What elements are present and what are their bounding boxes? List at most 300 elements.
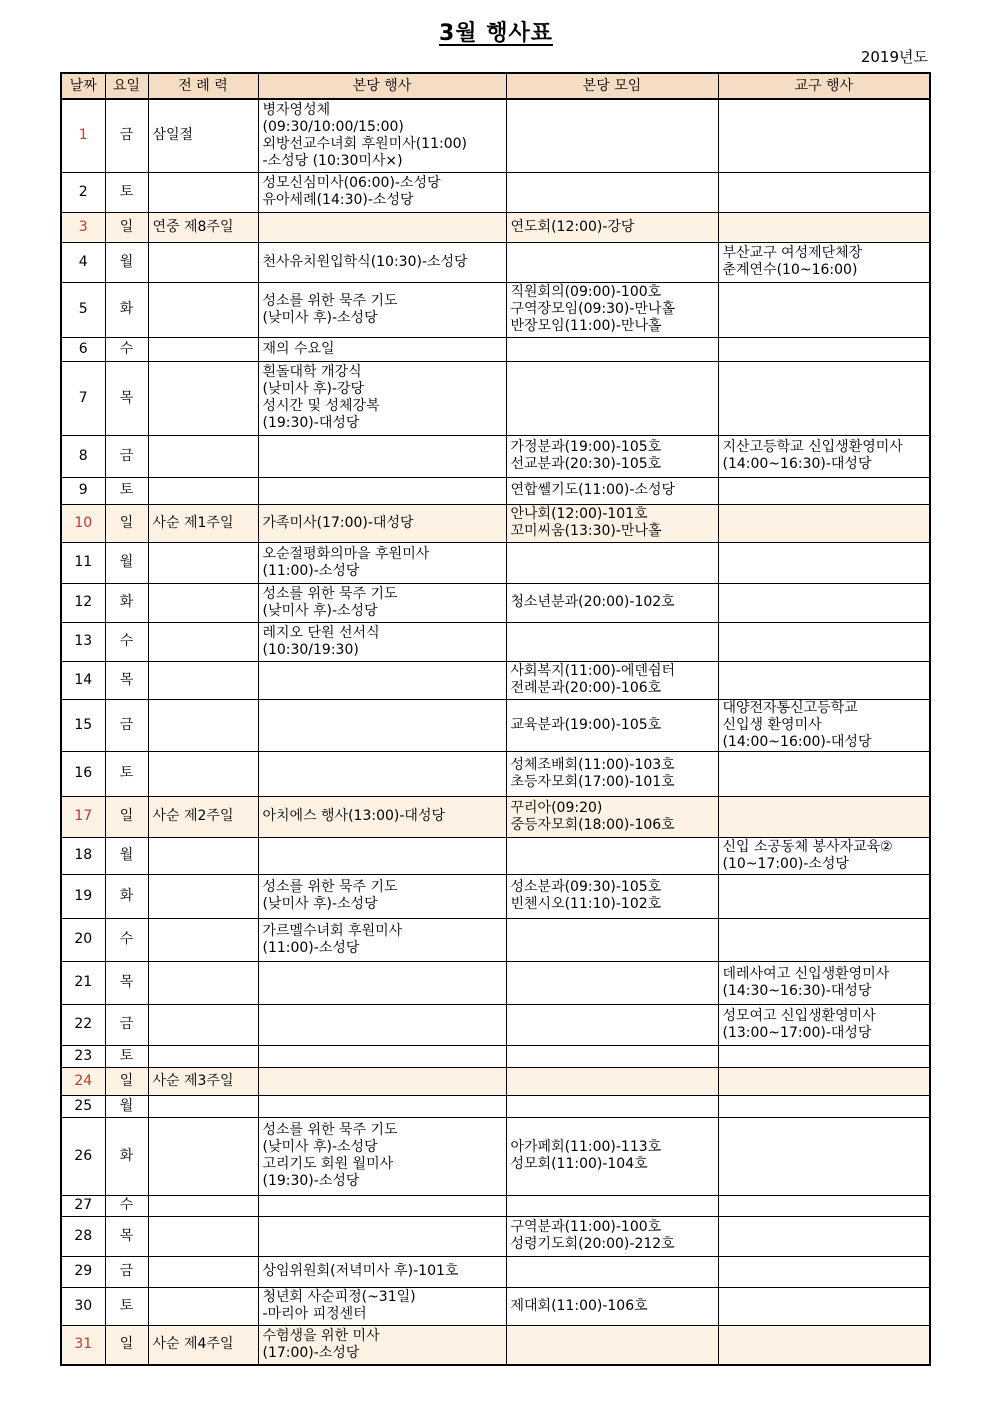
header-parish-meetings: 본당 모임 bbox=[506, 73, 718, 99]
weekday-cell: 월 bbox=[105, 837, 148, 874]
event-line: (09:30/10:00/15:00) bbox=[262, 118, 404, 135]
table-row bbox=[61, 542, 930, 583]
diocese-events-cell bbox=[718, 583, 930, 622]
date-cell: 22 bbox=[61, 1004, 105, 1045]
weekday-cell: 토 bbox=[105, 1287, 148, 1325]
parish-meetings-cell bbox=[506, 1325, 718, 1365]
table-row bbox=[61, 751, 930, 796]
liturgy-cell bbox=[148, 477, 258, 504]
parish-meetings-cell bbox=[506, 1195, 718, 1216]
table-row bbox=[61, 1095, 930, 1117]
parish-meetings-cell bbox=[506, 622, 718, 661]
weekday-cell: 금 bbox=[105, 99, 148, 172]
parish-meetings-cell bbox=[506, 435, 718, 477]
liturgy-cell bbox=[148, 1287, 258, 1325]
event-line: -소성당 (10:30미사×) bbox=[262, 152, 403, 169]
date-cell: 30 bbox=[61, 1287, 105, 1325]
diocese-events-cell bbox=[718, 1117, 930, 1195]
diocese-events-cell bbox=[718, 361, 930, 435]
parish-meetings-cell bbox=[506, 1287, 718, 1325]
weekday-cell: 수 bbox=[105, 1195, 148, 1216]
header-diocese-events: 교구 행사 bbox=[718, 73, 930, 99]
diocese-events-cell bbox=[718, 282, 930, 337]
liturgy-cell bbox=[148, 242, 258, 282]
date-cell: 2 bbox=[61, 172, 105, 212]
parish-events-cell bbox=[258, 477, 506, 504]
diocese-events-cell bbox=[718, 1045, 930, 1067]
parish-events-cell bbox=[258, 583, 506, 622]
parish-meetings-cell bbox=[506, 542, 718, 583]
parish-meetings-cell bbox=[506, 242, 718, 282]
parish-events-cell bbox=[258, 361, 506, 435]
date-cell: 16 bbox=[61, 751, 105, 796]
diocese-events-cell bbox=[718, 1287, 930, 1325]
parish-events-cell bbox=[258, 242, 506, 282]
event-line: 안나회(12:00)-101호 bbox=[510, 506, 648, 522]
parish-events-cell bbox=[258, 282, 506, 337]
liturgy-cell bbox=[148, 1095, 258, 1117]
date-cell: 24 bbox=[61, 1067, 105, 1095]
event-line: 빈첸시오(11:10)-102호 bbox=[510, 896, 662, 912]
parish-events-cell bbox=[258, 661, 506, 699]
date-cell: 1 bbox=[61, 99, 105, 172]
diocese-events-cell bbox=[718, 99, 930, 172]
event-line: 제대회(11:00)-106호 bbox=[510, 1297, 648, 1314]
liturgy-cell bbox=[148, 435, 258, 477]
table-row bbox=[61, 1117, 930, 1195]
parish-events-cell bbox=[258, 1256, 506, 1287]
event-line: (10:30/19:30) bbox=[262, 641, 359, 658]
parish-meetings-cell bbox=[506, 751, 718, 796]
table-row bbox=[61, 1067, 930, 1095]
event-line: (14:00~16:00)-대성당 bbox=[722, 733, 872, 750]
event-line: 외방선교수녀회 후원미사(11:00) bbox=[262, 135, 467, 152]
event-line: 연도회(12:00)-강당 bbox=[510, 218, 635, 235]
table-row bbox=[61, 504, 930, 542]
date-cell: 3 bbox=[61, 212, 105, 242]
date-cell: 26 bbox=[61, 1117, 105, 1195]
parish-meetings-cell bbox=[506, 1067, 718, 1095]
liturgy-cell bbox=[148, 661, 258, 699]
diocese-events-cell bbox=[718, 542, 930, 583]
event-line: (11:00)-소성당 bbox=[262, 562, 360, 579]
table-header-row bbox=[61, 73, 930, 99]
weekday-cell: 토 bbox=[105, 172, 148, 212]
date-cell: 19 bbox=[61, 874, 105, 918]
liturgy-cell bbox=[148, 874, 258, 918]
event-line: 청소년분과(20:00)-102호 bbox=[510, 594, 675, 610]
event-line: (10~17:00)-소성당 bbox=[722, 855, 849, 872]
diocese-events-cell bbox=[718, 477, 930, 504]
event-line: (13:00~17:00)-대성당 bbox=[722, 1024, 872, 1041]
liturgy-cell bbox=[148, 1256, 258, 1287]
date-cell: 4 bbox=[61, 242, 105, 282]
diocese-events-cell bbox=[718, 337, 930, 361]
table-row bbox=[61, 172, 930, 212]
event-line: 대양전자통신고등학교 bbox=[722, 699, 858, 716]
event-line: 성모여고 신입생환영미사 bbox=[722, 1007, 876, 1024]
liturgy-cell: 삼일절 bbox=[148, 99, 258, 172]
parish-meetings-cell bbox=[506, 477, 718, 504]
parish-meetings-cell bbox=[506, 504, 718, 542]
parish-meetings-cell bbox=[506, 1095, 718, 1117]
event-line: 성소를 위한 묵주 기도 bbox=[262, 1122, 398, 1138]
parish-meetings-cell bbox=[506, 918, 718, 961]
parish-meetings-cell bbox=[506, 1045, 718, 1067]
event-line: 초등자모회(17:00)-101호 bbox=[510, 773, 675, 790]
liturgy-cell: 사순 제1주일 bbox=[148, 504, 258, 542]
diocese-events-cell bbox=[718, 661, 930, 699]
diocese-events-cell bbox=[718, 172, 930, 212]
liturgy-cell bbox=[148, 751, 258, 796]
liturgy-cell bbox=[148, 1004, 258, 1045]
date-cell: 11 bbox=[61, 542, 105, 583]
parish-meetings-cell bbox=[506, 961, 718, 1004]
event-line: 성령기도회(20:00)-212호 bbox=[510, 1236, 675, 1252]
parish-meetings-cell bbox=[506, 282, 718, 337]
event-line: 선교분과(20:30)-105호 bbox=[510, 456, 662, 472]
parish-meetings-cell bbox=[506, 661, 718, 699]
event-line: (낮미사 후)-소성당 bbox=[262, 1139, 378, 1155]
table-row bbox=[61, 99, 930, 172]
weekday-cell: 수 bbox=[105, 337, 148, 361]
diocese-events-cell bbox=[718, 751, 930, 796]
weekday-cell: 일 bbox=[105, 796, 148, 837]
header-date: 날짜 bbox=[61, 73, 105, 99]
event-line: 아가페회(11:00)-113호 bbox=[510, 1139, 662, 1155]
event-line: 중등자모회(18:00)-106호 bbox=[510, 816, 675, 833]
diocese-events-cell bbox=[718, 837, 930, 874]
liturgy-cell bbox=[148, 1045, 258, 1067]
diocese-events-cell bbox=[718, 918, 930, 961]
event-line: 신입 소공동체 봉사자교육② bbox=[722, 838, 893, 855]
event-line: 가정분과(19:00)-105호 bbox=[510, 439, 662, 455]
weekday-cell: 토 bbox=[105, 751, 148, 796]
table-row bbox=[61, 1004, 930, 1045]
date-cell: 13 bbox=[61, 622, 105, 661]
event-line: 성소를 위한 묵주 기도 bbox=[262, 585, 398, 602]
event-line: 지산고등학교 신입생환영미사 bbox=[722, 439, 903, 455]
event-line: 부산교구 여성제단체장 bbox=[722, 245, 863, 261]
liturgy-cell bbox=[148, 622, 258, 661]
event-line: 신입생 환영미사 bbox=[722, 716, 822, 733]
weekday-cell: 토 bbox=[105, 477, 148, 504]
date-cell: 14 bbox=[61, 661, 105, 699]
liturgy-cell bbox=[148, 337, 258, 361]
diocese-events-cell bbox=[718, 1216, 930, 1256]
event-line: 천사유치원입학식(10:30)-소성당 bbox=[262, 253, 468, 270]
event-line: -마리아 피정센터 bbox=[262, 1306, 367, 1322]
weekday-cell: 수 bbox=[105, 918, 148, 961]
weekday-cell: 목 bbox=[105, 1216, 148, 1256]
table-row bbox=[61, 1216, 930, 1256]
date-cell: 12 bbox=[61, 583, 105, 622]
parish-events-cell bbox=[258, 1004, 506, 1045]
event-line: 사회복지(11:00)-에덴쉼터 bbox=[510, 663, 676, 679]
weekday-cell: 화 bbox=[105, 874, 148, 918]
liturgy-cell bbox=[148, 282, 258, 337]
liturgy-cell bbox=[148, 961, 258, 1004]
date-cell: 9 bbox=[61, 477, 105, 504]
parish-meetings-cell bbox=[506, 796, 718, 837]
date-cell: 6 bbox=[61, 337, 105, 361]
parish-events-cell bbox=[258, 1117, 506, 1195]
diocese-events-cell bbox=[718, 1067, 930, 1095]
liturgy-cell: 사순 제4주일 bbox=[148, 1325, 258, 1365]
event-line: 꾸리아(09:20) bbox=[510, 799, 603, 816]
weekday-cell: 금 bbox=[105, 1004, 148, 1045]
parish-meetings-cell bbox=[506, 699, 718, 751]
event-line: (낮미사 후)-소성당 bbox=[262, 309, 378, 326]
parish-events-cell bbox=[258, 1045, 506, 1067]
weekday-cell: 금 bbox=[105, 435, 148, 477]
header-parish-events: 본당 행사 bbox=[258, 73, 506, 99]
liturgy-cell bbox=[148, 837, 258, 874]
parish-events-cell bbox=[258, 1095, 506, 1117]
diocese-events-cell bbox=[718, 435, 930, 477]
liturgy-cell bbox=[148, 172, 258, 212]
event-line: 아치에스 행사(13:00)-대성당 bbox=[262, 808, 445, 824]
header-liturgy: 전 례 력 bbox=[148, 73, 258, 99]
parish-events-cell bbox=[258, 837, 506, 874]
liturgy-cell bbox=[148, 918, 258, 961]
parish-meetings-cell bbox=[506, 337, 718, 361]
liturgy-cell: 연중 제8주일 bbox=[148, 212, 258, 242]
parish-events-cell bbox=[258, 435, 506, 477]
event-line: 데레사여고 신입생환영미사 bbox=[722, 965, 890, 982]
weekday-cell: 일 bbox=[105, 212, 148, 242]
event-schedule-table bbox=[60, 72, 931, 1366]
diocese-events-cell bbox=[718, 874, 930, 918]
event-line: 교육분과(19:00)-105호 bbox=[510, 716, 662, 733]
weekday-cell: 금 bbox=[105, 699, 148, 751]
table-row bbox=[61, 961, 930, 1004]
event-line: 성시간 및 성체강복 bbox=[262, 398, 380, 414]
weekday-cell: 금 bbox=[105, 1256, 148, 1287]
year-label: 2019년도 bbox=[860, 48, 928, 66]
event-line: (11:00)-소성당 bbox=[262, 939, 360, 956]
table-row bbox=[61, 242, 930, 282]
liturgy-cell bbox=[148, 1117, 258, 1195]
parish-events-cell bbox=[258, 542, 506, 583]
weekday-cell: 화 bbox=[105, 282, 148, 337]
table-body bbox=[61, 99, 930, 1365]
event-line: 직원회의(09:00)-100호 bbox=[510, 284, 662, 300]
event-line: 구역장모임(09:30)-만나홀 bbox=[510, 301, 676, 317]
event-line: 반장모임(11:00)-만나홀 bbox=[510, 318, 662, 334]
event-line: 전례분과(20:00)-106호 bbox=[510, 680, 662, 696]
event-line: (19:30)-소성당 bbox=[262, 1173, 360, 1189]
table-row bbox=[61, 661, 930, 699]
event-line: (낮미사 후)-소성당 bbox=[262, 896, 378, 912]
table-row bbox=[61, 212, 930, 242]
table-row bbox=[61, 361, 930, 435]
parish-meetings-cell bbox=[506, 583, 718, 622]
event-line: 오순절평화의마을 후원미사 bbox=[262, 545, 430, 562]
event-line: (낮미사 후)-강당 bbox=[262, 381, 365, 397]
liturgy-cell bbox=[148, 1195, 258, 1216]
parish-meetings-cell bbox=[506, 1004, 718, 1045]
page-title-text: 3월 행사표 bbox=[439, 21, 553, 46]
weekday-cell: 일 bbox=[105, 1067, 148, 1095]
table-row bbox=[61, 918, 930, 961]
diocese-events-cell bbox=[718, 504, 930, 542]
liturgy-cell: 사순 제2주일 bbox=[148, 796, 258, 837]
table-row bbox=[61, 1287, 930, 1325]
date-cell: 27 bbox=[61, 1195, 105, 1216]
diocese-events-cell bbox=[718, 622, 930, 661]
parish-meetings-cell bbox=[506, 1117, 718, 1195]
date-cell: 8 bbox=[61, 435, 105, 477]
date-cell: 18 bbox=[61, 837, 105, 874]
weekday-cell: 목 bbox=[105, 661, 148, 699]
liturgy-cell bbox=[148, 542, 258, 583]
table-row bbox=[61, 583, 930, 622]
weekday-cell: 일 bbox=[105, 1325, 148, 1365]
diocese-events-cell bbox=[718, 1256, 930, 1287]
weekday-cell: 수 bbox=[105, 622, 148, 661]
liturgy-cell bbox=[148, 699, 258, 751]
event-line: 병자영성체 bbox=[262, 101, 331, 118]
parish-events-cell bbox=[258, 212, 506, 242]
date-cell: 17 bbox=[61, 796, 105, 837]
date-cell: 7 bbox=[61, 361, 105, 435]
parish-meetings-cell bbox=[506, 1216, 718, 1256]
date-cell: 23 bbox=[61, 1045, 105, 1067]
event-line: 가족미사(17:00)-대성당 bbox=[262, 514, 414, 531]
event-line: (14:00~16:30)-대성당 bbox=[722, 456, 872, 472]
event-line: 재의 수요일 bbox=[262, 340, 335, 357]
date-cell: 29 bbox=[61, 1256, 105, 1287]
table-row bbox=[61, 796, 930, 837]
diocese-events-cell bbox=[718, 796, 930, 837]
table-row bbox=[61, 282, 930, 337]
date-cell: 25 bbox=[61, 1095, 105, 1117]
parish-meetings-cell bbox=[506, 172, 718, 212]
diocese-events-cell bbox=[718, 1095, 930, 1117]
table-row bbox=[61, 1256, 930, 1287]
parish-events-cell bbox=[258, 874, 506, 918]
date-cell: 21 bbox=[61, 961, 105, 1004]
event-line: (14:30~16:30)-대성당 bbox=[722, 982, 872, 999]
table-row bbox=[61, 837, 930, 874]
table-row bbox=[61, 435, 930, 477]
diocese-events-cell bbox=[718, 961, 930, 1004]
parish-meetings-cell bbox=[506, 1256, 718, 1287]
table-row bbox=[61, 1045, 930, 1067]
diocese-events-cell bbox=[718, 242, 930, 282]
liturgy-cell: 사순 제3주일 bbox=[148, 1067, 258, 1095]
table-row bbox=[61, 477, 930, 504]
parish-events-cell bbox=[258, 172, 506, 212]
parish-events-cell bbox=[258, 1195, 506, 1216]
parish-meetings-cell bbox=[506, 99, 718, 172]
parish-events-cell bbox=[258, 961, 506, 1004]
event-line: 성소를 위한 묵주 기도 bbox=[262, 879, 398, 895]
diocese-events-cell bbox=[718, 1004, 930, 1045]
event-line: 구역분과(11:00)-100호 bbox=[510, 1219, 662, 1235]
table-row bbox=[61, 622, 930, 661]
weekday-cell: 월 bbox=[105, 242, 148, 282]
event-line: 성소분과(09:30)-105호 bbox=[510, 879, 662, 895]
parish-events-cell bbox=[258, 99, 506, 172]
parish-events-cell bbox=[258, 1287, 506, 1325]
parish-events-cell bbox=[258, 751, 506, 796]
event-line: 흰돌대학 개강식 bbox=[262, 364, 362, 380]
event-line: 성체조배회(11:00)-103호 bbox=[510, 756, 675, 773]
weekday-cell: 월 bbox=[105, 1095, 148, 1117]
event-line: 연합쎌기도(11:00)-소성당 bbox=[510, 482, 676, 498]
event-line: 성모신심미사(06:00)-소성당 bbox=[262, 175, 441, 191]
event-line: 성소를 위한 묵주 기도 bbox=[262, 292, 398, 309]
liturgy-cell bbox=[148, 583, 258, 622]
parish-events-cell bbox=[258, 918, 506, 961]
date-cell: 20 bbox=[61, 918, 105, 961]
parish-meetings-cell bbox=[506, 212, 718, 242]
event-line: (19:30)-대성당 bbox=[262, 415, 360, 431]
table-row bbox=[61, 1195, 930, 1216]
parish-events-cell bbox=[258, 622, 506, 661]
diocese-events-cell bbox=[718, 1325, 930, 1365]
liturgy-cell bbox=[148, 361, 258, 435]
parish-events-cell bbox=[258, 1325, 506, 1365]
event-line: 청년회 사순피정(~31일) bbox=[262, 1289, 416, 1305]
weekday-cell: 일 bbox=[105, 504, 148, 542]
diocese-events-cell bbox=[718, 1195, 930, 1216]
date-cell: 10 bbox=[61, 504, 105, 542]
event-line: 가르멜수녀회 후원미사 bbox=[262, 922, 403, 939]
event-line: 춘계연수(10~16:00) bbox=[722, 262, 858, 278]
date-cell: 5 bbox=[61, 282, 105, 337]
table-row bbox=[61, 337, 930, 361]
event-line: 상임위원회(저녁미사 후)-101호 bbox=[262, 1263, 459, 1279]
table-row bbox=[61, 1325, 930, 1365]
parish-events-cell bbox=[258, 1067, 506, 1095]
date-cell: 31 bbox=[61, 1325, 105, 1365]
parish-events-cell bbox=[258, 504, 506, 542]
parish-events-cell bbox=[258, 1216, 506, 1256]
weekday-cell: 화 bbox=[105, 1117, 148, 1195]
parish-meetings-cell bbox=[506, 874, 718, 918]
liturgy-cell bbox=[148, 1216, 258, 1256]
diocese-events-cell bbox=[718, 212, 930, 242]
weekday-cell: 화 bbox=[105, 583, 148, 622]
date-cell: 28 bbox=[61, 1216, 105, 1256]
parish-events-cell bbox=[258, 337, 506, 361]
table-row bbox=[61, 874, 930, 918]
date-cell: 15 bbox=[61, 699, 105, 751]
parish-events-cell bbox=[258, 796, 506, 837]
page-title bbox=[0, 16, 992, 47]
parish-meetings-cell bbox=[506, 361, 718, 435]
event-line: 꼬미씨움(13:30)-만나홀 bbox=[510, 523, 662, 539]
event-line: 고리기도 회원 월미사 bbox=[262, 1156, 394, 1172]
event-line: (17:00)-소성당 bbox=[262, 1344, 360, 1361]
weekday-cell: 월 bbox=[105, 542, 148, 583]
table-row bbox=[61, 699, 930, 751]
weekday-cell: 목 bbox=[105, 961, 148, 1004]
event-line: (낮미사 후)-소성당 bbox=[262, 602, 378, 619]
event-line: 유아세례(14:30)-소성당 bbox=[262, 192, 414, 208]
event-line: 수험생을 위한 미사 bbox=[262, 1327, 380, 1344]
parish-events-cell bbox=[258, 699, 506, 751]
weekday-cell: 토 bbox=[105, 1045, 148, 1067]
event-line: 성모회(11:00)-104호 bbox=[510, 1156, 648, 1172]
diocese-events-cell bbox=[718, 699, 930, 751]
event-line: 레지오 단원 선서식 bbox=[262, 624, 380, 641]
weekday-cell: 목 bbox=[105, 361, 148, 435]
parish-meetings-cell bbox=[506, 837, 718, 874]
